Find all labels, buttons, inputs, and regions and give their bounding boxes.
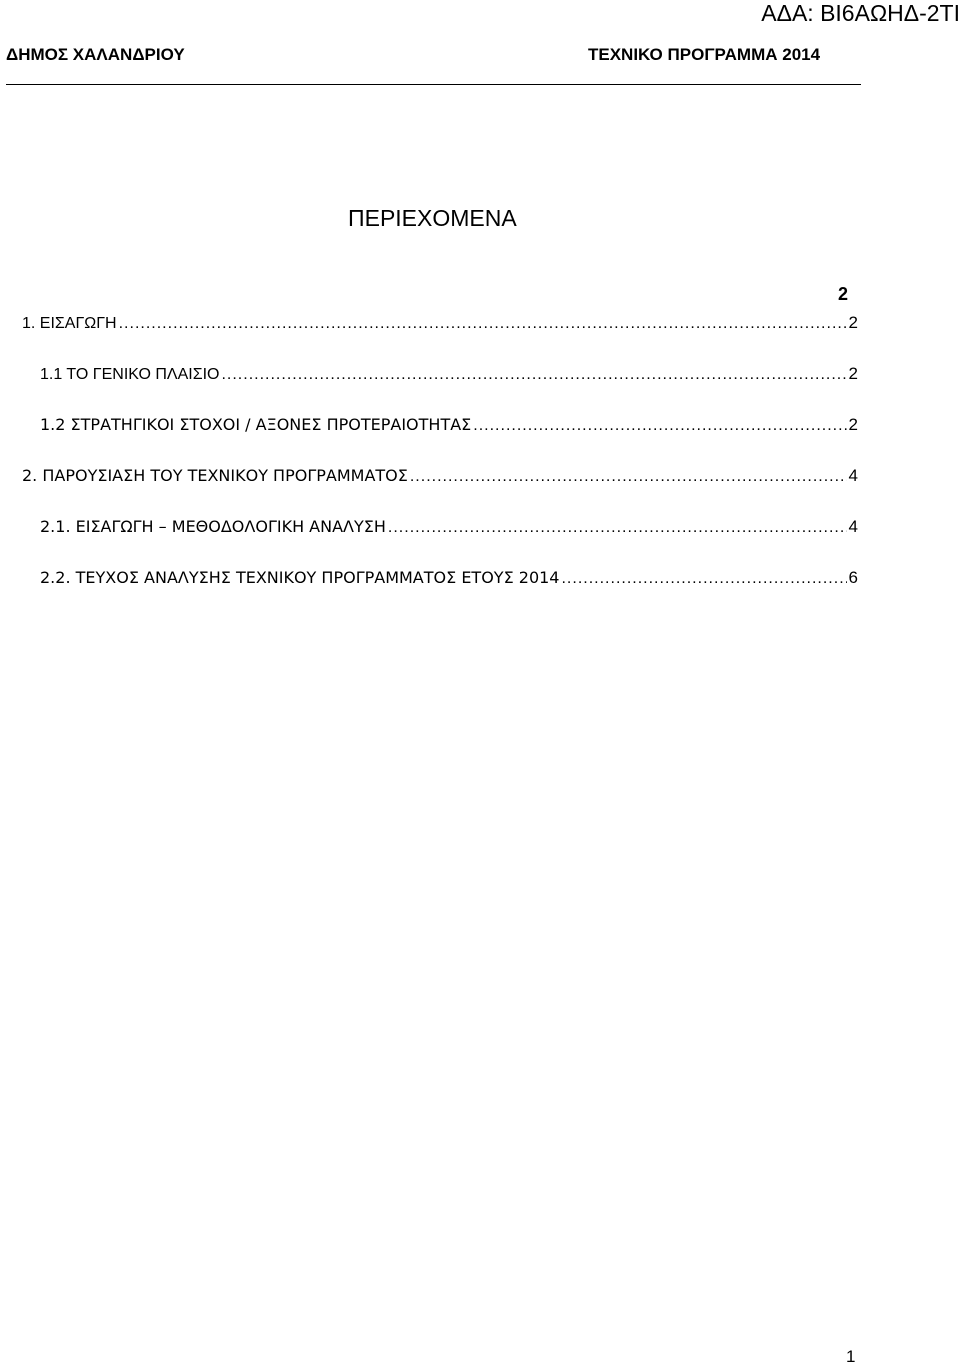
toc-entry-page: 2	[848, 415, 858, 434]
toc-leader-dots	[119, 315, 847, 333]
toc-entry-text: 1.2 ΣΤΡΑΤΗΓΙΚΟΙ ΣΤΟΧΟΙ / ΑΞΟΝΕΣ ΠΡΟΤΕΡΑΙΟΤΗΤΑΣ	[40, 415, 472, 434]
toc-leader-dots	[473, 417, 846, 435]
toc-entry[interactable]	[40, 568, 858, 592]
toc-entry[interactable]	[40, 415, 858, 439]
header-municipality: ΔΗΜΟΣ ΧΑΛΑΝΔΡΙΟΥ	[6, 45, 185, 64]
toc-stray-number: 2	[838, 284, 849, 304]
toc-entry[interactable]	[40, 517, 858, 541]
toc-entry-text: 1. ΕΙΣΑΓΩΓΗ	[22, 315, 117, 332]
toc-entry-page: 4	[848, 466, 858, 485]
toc-entry-text: 2.2. ΤΕΥΧΟΣ ΑΝΑΛΥΣΗΣ ΤΕΧΝΙΚΟΥ ΠΡΟΓΡΑΜΜΑΤΟΣ ΕΤΟΥΣ 2014	[40, 568, 560, 587]
toc-entry[interactable]	[22, 466, 858, 490]
page-number: 1	[846, 1347, 856, 1366]
toc-entry[interactable]	[40, 364, 858, 388]
toc-entry-page: 2	[848, 313, 858, 332]
toc-leader-dots	[388, 519, 847, 537]
toc-title: ΠΕΡΙΕΧΟΜΕΝΑ	[348, 205, 517, 231]
toc-entry-page: 6	[848, 568, 858, 587]
toc-leader-dots	[221, 366, 846, 384]
toc-entry-page: 2	[848, 364, 858, 383]
toc-entry-text: 1.1 ΤΟ ΓΕΝΙΚΟ ΠΛΑΙΣΙΟ	[40, 366, 220, 383]
toc-entry[interactable]	[22, 313, 858, 337]
toc-entry-page: 4	[848, 517, 858, 536]
page-header	[6, 44, 861, 85]
toc-entry-text: 2. ΠΑΡΟΥΣΙΑΣΗ ΤΟΥ ΤΕΧΝΙΚΟΥ ΠΡΟΓΡΑΜΜΑΤΟΣ	[22, 466, 408, 485]
toc-leader-dots	[561, 570, 846, 588]
ada-code: ΑΔΑ: ΒΙ6ΑΩΗΔ-2ΤΙ	[761, 0, 960, 26]
header-document-title: ΤΕΧΝΙΚΟ ΠΡΟΓΡΑΜΜΑ 2014	[588, 45, 821, 64]
toc-leader-dots	[410, 468, 847, 486]
toc-entry-text: 2.1. ΕΙΣΑΓΩΓΗ – ΜΕΘΟΔΟΛΟΓΙΚΗ ΑΝΑΛΥΣΗ	[40, 517, 386, 536]
